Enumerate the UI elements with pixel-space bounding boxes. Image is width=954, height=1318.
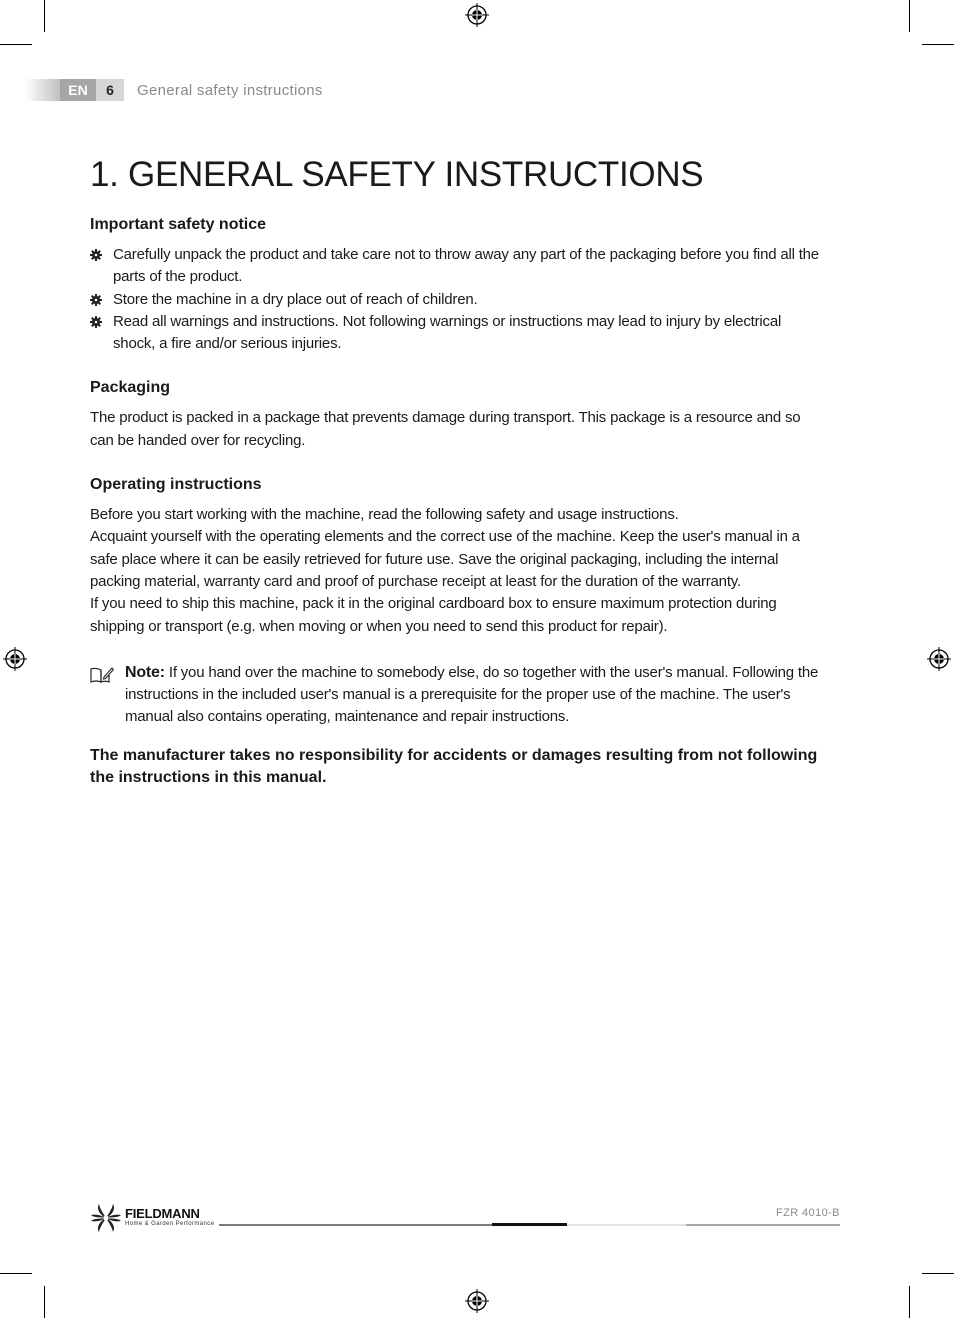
section-heading: Packaging	[90, 379, 171, 397]
footer-tagline: Home & Garden Performance	[125, 1221, 215, 1227]
list-item: Read all warnings and instructions. Not following warnings or instructions may lead to injury by electrical shock, a fire and/or serious injuries.	[90, 311, 825, 356]
fieldmann-logo-icon	[90, 1203, 122, 1233]
crop-mark	[922, 44, 954, 45]
gear-bullet-icon	[90, 294, 102, 306]
crop-mark	[909, 1286, 910, 1318]
gear-bullet-icon	[90, 316, 102, 328]
footer-rule	[219, 1224, 492, 1226]
list-item: Carefully unpack the product and take care not to throw away any part of the packaging before you find all the parts of the product.	[90, 244, 825, 289]
crop-mark	[44, 1286, 45, 1318]
section-heading: Important safety notice	[90, 216, 267, 233]
paragraph: If you need to ship this machine, pack it in the original cardboard box to ensure maximum protection during shipping or transport (e.g. when moving or when you need to send this product for repair).	[90, 595, 777, 635]
crop-mark	[909, 0, 910, 32]
page-title: 1. GENERAL SAFETY INSTRUCTIONS	[90, 155, 704, 194]
note-box	[90, 662, 825, 729]
crop-mark	[44, 0, 45, 32]
section-heading: Operating instructions	[90, 476, 262, 494]
page-number: 6	[96, 79, 124, 101]
paragraph: Before you start working with the machine, read the following safety and usage instructions.	[90, 506, 679, 524]
footer-rule	[567, 1224, 686, 1226]
language-badge: EN	[60, 79, 96, 101]
registration-mark-icon	[465, 3, 489, 27]
footer-rule	[686, 1224, 840, 1226]
registration-mark-icon	[3, 647, 27, 671]
note-label: Note:	[125, 663, 165, 681]
crop-mark	[922, 1273, 954, 1274]
safety-notice-section	[90, 214, 825, 355]
registration-mark-icon	[465, 1289, 489, 1313]
bullet-list	[90, 244, 825, 355]
list-item: Store the machine in a dry place out of reach of children.	[90, 289, 825, 311]
packaging-section	[90, 377, 825, 452]
operating-instructions-section	[90, 474, 825, 638]
header-gradient	[25, 79, 65, 101]
paragraph: Acquaint yourself with the operating elements and the correct use of the machine. Keep the user's manual in a safe place where it can be easily retrieved for future use. Save the original packaging, including the internal packing material, warranty card and proof of purchase receipt at least for the duration of the warranty.	[90, 528, 800, 590]
paragraph: The product is packed in a package that prevents damage during transport. This package is a resource and so can be handed over for recycling.	[90, 409, 801, 449]
crop-mark	[0, 44, 32, 45]
note-book-icon	[90, 666, 114, 684]
disclaimer: The manufacturer takes no responsibility for accidents or damages resulting from not following the instructions in this manual.	[90, 746, 818, 787]
gear-bullet-icon	[90, 249, 102, 261]
main-content	[90, 150, 825, 789]
footer-brand: FIELDMANN	[125, 1206, 200, 1221]
registration-mark-icon	[927, 647, 951, 671]
model-number: FZR 4010-B	[776, 1207, 840, 1219]
note-text: If you hand over the machine to somebody else, do so together with the user's manual. Following the instructions in the included user's manual is a prerequisite for the proper use of the machine. The user's manual also contains operating, maintenance and repair instructions.	[125, 663, 819, 726]
crop-mark	[0, 1273, 32, 1274]
footer-rule	[492, 1223, 567, 1226]
running-title: General safety instructions	[137, 82, 323, 99]
